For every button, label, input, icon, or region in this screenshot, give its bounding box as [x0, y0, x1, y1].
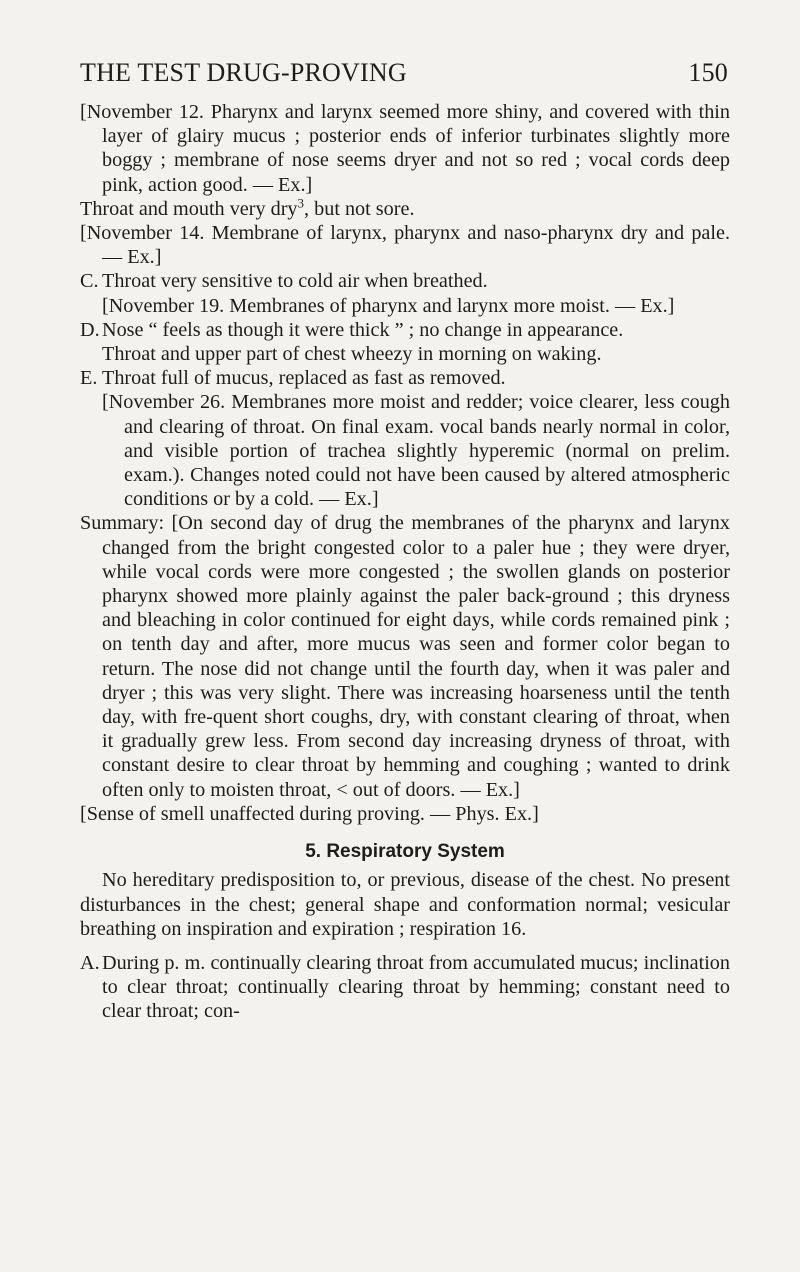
footnote-ref: 3 [297, 195, 305, 211]
throat-dry-line [80, 197, 730, 221]
section-heading: 5. Respiratory System [305, 841, 505, 863]
note-november-26: [November 26. Membranes more moist and redder; voice clearer, less cough and clearing of throat. On final exam. vocal bands nearly normal in color, and visible portion of trachea slightly hyperemic (normal on prelim. exam.). Changes noted could not have been caused by altered atmospheric conditions or by a cold. — Ex.] [102, 391, 730, 511]
section-c-letter: C. [80, 270, 99, 293]
note-november-19: [November 19. Membranes of pharynx and larynx more moist. — Ex.] [102, 294, 675, 317]
section-e-letter: E. [80, 367, 98, 390]
section-e [80, 366, 730, 511]
section-a-letter: A. [80, 951, 100, 974]
page-body [80, 100, 730, 1024]
respiratory-paragraph: No hereditary predisposition to, or previous, disease of the chest. No present disturbances in the chest; general shape and conformation normal; vesicular breathing on inspiration and expiration ; respiration 16. [80, 869, 730, 940]
running-title: THE TEST DRUG-PROVING [80, 58, 407, 87]
throat-dry-text: Throat and mouth very dry [80, 197, 298, 220]
throat-dry-text-end: , but not sore. [304, 197, 415, 220]
section-a [80, 951, 730, 1024]
smell-note: [Sense of smell unaffected during proving. — Phys. Ex.] [80, 802, 539, 825]
section-c [80, 269, 730, 317]
summary-paragraph: Summary: [On second day of drug the membranes of the pharynx and larynx changed from the bright congested color to a paler hue ; they were dryer, while vocal cords were more congested ; the swollen glands on posterior pharynx showed more plainly against the paler back-ground ; this dryness and bleaching in color continued for eight days, while cords remained pink ; on tenth day and after, more mucus was seen and former color began to return. The nose did not change until the fourth day, when it was paler and dryer ; this was very slight. There was increasing hoarseness until the tenth day, with fre-quent short coughs, dry, with constant clearing of throat, when it gradually grew less. From second day increasing dryness of throat, with constant desire to clear throat by hemming and coughing ; wanted to drink often only to moisten throat, < out of doors. — Ex.] [80, 512, 730, 801]
section-d-text: Nose “ feels as though it were thick ” ; no change in appearance. [102, 318, 624, 341]
section-d-letter: D. [80, 318, 100, 341]
running-header [80, 58, 728, 88]
section-e-text: Throat full of mucus, replaced as fast as removed. [102, 367, 506, 390]
section-d-throat: Throat and upper part of chest wheezy in morning on waking. [102, 343, 602, 366]
section-d [80, 318, 730, 366]
section-a-text: During p. m. continually clearing throat from accumulated mucus; inclination to clear throat; continually clearing throat by hemming; constant need to clear throat; con- [102, 951, 730, 1023]
note-november-14: [November 14. Membrane of larynx, pharynx and naso-pharynx dry and pale. — Ex.] [80, 222, 730, 269]
section-c-text: Throat very sensitive to cold air when breathed. [102, 270, 488, 293]
page-number: 150 [688, 58, 728, 87]
note-november-12: [November 12. Pharynx and larynx seemed more shiny, and covered with thin layer of glairy mucus ; posterior ends of inferior turbinates slightly more boggy ; membrane of nose seems dryer and not so red ; vocal cords deep pink, action good. — Ex.] [80, 101, 730, 196]
